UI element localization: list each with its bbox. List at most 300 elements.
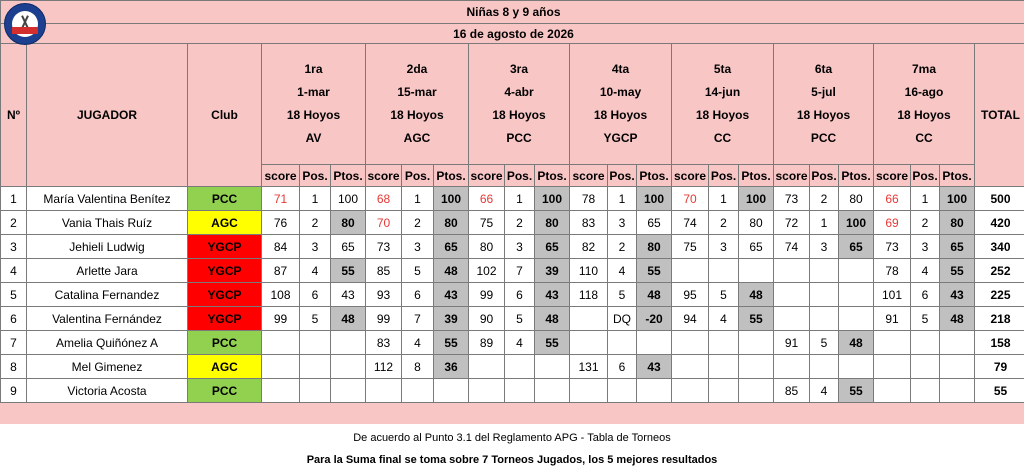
score-cell: 112: [366, 355, 402, 379]
score-cell: 99: [262, 307, 300, 331]
points-cell: [940, 331, 975, 355]
position-cell: 2: [505, 211, 535, 235]
position-cell: 1: [402, 187, 434, 211]
player-name: Jehieli Ludwig: [27, 235, 188, 259]
points-cell: [331, 355, 366, 379]
points-cell: [940, 379, 975, 403]
player-name: Victoria Acosta: [27, 379, 188, 403]
score-cell: [262, 331, 300, 355]
position-cell: 5: [505, 307, 535, 331]
tournament-holes: 18 Hoyos: [390, 108, 444, 122]
points-cell: 55: [940, 259, 975, 283]
score-cell: 71: [262, 187, 300, 211]
total-points: 252: [975, 259, 1024, 283]
position-cell: 3: [911, 235, 940, 259]
row-number: 4: [1, 259, 27, 283]
tournament-date: 10-may: [599, 85, 642, 99]
col-pos-header: Pos.: [505, 165, 535, 187]
position-cell: [810, 355, 839, 379]
points-cell: 65: [434, 235, 469, 259]
tournament-venue: AGC: [403, 131, 431, 145]
points-cell: [331, 331, 366, 355]
position-cell: 1: [810, 211, 839, 235]
table-row: [1, 331, 1024, 355]
score-cell: 83: [570, 211, 608, 235]
score-cell: 70: [672, 187, 709, 211]
position-cell: 5: [911, 307, 940, 331]
position-cell: [300, 379, 331, 403]
score-cell: [774, 283, 810, 307]
col-pts-header: Ptos.: [434, 165, 469, 187]
points-cell: 100: [434, 187, 469, 211]
tournament-venue: PCC: [506, 131, 532, 145]
tournament-date: 1-mar: [297, 85, 330, 99]
total-points: 158: [975, 331, 1024, 355]
points-cell: 65: [637, 211, 672, 235]
tournament-header: [874, 44, 975, 165]
table-row: [1, 307, 1024, 331]
tournament-holes: 18 Hoyos: [593, 108, 648, 122]
position-cell: [608, 379, 637, 403]
row-number: 2: [1, 211, 27, 235]
points-cell: [839, 307, 874, 331]
points-cell: 55: [839, 379, 874, 403]
score-cell: [672, 331, 709, 355]
club-badge: PCC: [188, 379, 262, 403]
tournament-venue: CC: [915, 131, 933, 145]
total-points: 340: [975, 235, 1024, 259]
score-cell: [262, 355, 300, 379]
position-cell: 1: [911, 187, 940, 211]
points-cell: 48: [434, 259, 469, 283]
position-cell: 1: [300, 187, 331, 211]
tournament-name: 2da: [406, 62, 428, 76]
total-points: 218: [975, 307, 1024, 331]
col-pos-header: Pos.: [709, 165, 739, 187]
col-pts-header: Ptos.: [535, 165, 570, 187]
position-cell: [300, 355, 331, 379]
position-cell: [911, 331, 940, 355]
score-cell: 73: [774, 187, 810, 211]
position-cell: 4: [402, 331, 434, 355]
tournament-date: 5-jul: [811, 85, 836, 99]
tournament-holes: 18 Hoyos: [286, 108, 341, 122]
row-number: 9: [1, 379, 27, 403]
position-cell: [505, 355, 535, 379]
score-cell: 110: [570, 259, 608, 283]
position-cell: 2: [911, 211, 940, 235]
score-cell: [874, 379, 911, 403]
table-row: [1, 235, 1024, 259]
score-cell: 91: [774, 331, 810, 355]
col-total-header: TOTAL: [975, 44, 1024, 187]
table-row: [1, 259, 1024, 283]
club-badge: AGC: [188, 211, 262, 235]
points-cell: 43: [637, 355, 672, 379]
score-cell: 99: [469, 283, 505, 307]
position-cell: [608, 331, 637, 355]
tournament-header: [366, 44, 469, 165]
points-cell: 80: [739, 211, 774, 235]
score-cell: 90: [469, 307, 505, 331]
position-cell: 7: [402, 307, 434, 331]
position-cell: [505, 379, 535, 403]
points-cell: 65: [535, 235, 570, 259]
tournament-name: 5ta: [713, 62, 732, 76]
col-pts-header: Ptos.: [637, 165, 672, 187]
points-cell: [434, 379, 469, 403]
row-number: 7: [1, 331, 27, 355]
score-cell: [366, 379, 402, 403]
points-cell: [739, 355, 774, 379]
points-cell: 100: [839, 211, 874, 235]
score-cell: 83: [366, 331, 402, 355]
score-cell: 73: [366, 235, 402, 259]
position-cell: [300, 331, 331, 355]
score-cell: 99: [366, 307, 402, 331]
player-name: Arlette Jara: [27, 259, 188, 283]
points-cell: 48: [739, 283, 774, 307]
position-cell: 5: [300, 307, 331, 331]
position-cell: [709, 259, 739, 283]
points-cell: 39: [535, 259, 570, 283]
club-badge: YGCP: [188, 235, 262, 259]
points-cell: 43: [535, 283, 570, 307]
points-cell: 65: [331, 235, 366, 259]
points-cell: [739, 259, 774, 283]
row-number: 1: [1, 187, 27, 211]
position-cell: 1: [505, 187, 535, 211]
col-score-header: score: [366, 165, 402, 187]
score-cell: 75: [672, 235, 709, 259]
club-badge: PCC: [188, 331, 262, 355]
position-cell: 2: [402, 211, 434, 235]
row-number: 6: [1, 307, 27, 331]
position-cell: [402, 379, 434, 403]
score-cell: 73: [874, 235, 911, 259]
points-cell: 43: [940, 283, 975, 307]
points-cell: [839, 283, 874, 307]
position-cell: 3: [709, 235, 739, 259]
position-cell: 5: [709, 283, 739, 307]
points-cell: 80: [637, 235, 672, 259]
position-cell: [810, 283, 839, 307]
col-score-header: score: [874, 165, 911, 187]
tournament-name: 4ta: [611, 62, 630, 76]
score-cell: 72: [774, 211, 810, 235]
score-cell: 108: [262, 283, 300, 307]
score-cell: 74: [672, 211, 709, 235]
col-pts-header: Ptos.: [331, 165, 366, 187]
player-name: Catalina Fernandez: [27, 283, 188, 307]
position-cell: 3: [402, 235, 434, 259]
player-name: Vania Thais Ruíz: [27, 211, 188, 235]
points-cell: [940, 355, 975, 379]
club-badge: YGCP: [188, 283, 262, 307]
score-cell: [570, 379, 608, 403]
points-cell: 55: [331, 259, 366, 283]
score-cell: [469, 379, 505, 403]
points-cell: [637, 331, 672, 355]
points-cell: -20: [637, 307, 672, 331]
col-club-header: Club: [188, 44, 262, 187]
position-cell: 3: [810, 235, 839, 259]
table-row: [1, 187, 1024, 211]
score-cell: [570, 331, 608, 355]
points-cell: 80: [940, 211, 975, 235]
player-name: Mel Gimenez: [27, 355, 188, 379]
position-cell: [709, 379, 739, 403]
score-cell: 82: [570, 235, 608, 259]
score-cell: 78: [874, 259, 911, 283]
position-cell: 6: [911, 283, 940, 307]
position-cell: 3: [300, 235, 331, 259]
position-cell: 6: [608, 355, 637, 379]
score-cell: 94: [672, 307, 709, 331]
tournament-name: 3ra: [509, 62, 529, 76]
points-cell: 48: [535, 307, 570, 331]
tournament-venue: YGCP: [603, 131, 638, 145]
points-cell: 65: [739, 235, 774, 259]
federation-logo: [4, 3, 46, 45]
points-cell: [739, 379, 774, 403]
position-cell: 4: [810, 379, 839, 403]
row-number: 3: [1, 235, 27, 259]
score-cell: [672, 259, 709, 283]
tournament-header: [262, 44, 366, 165]
score-cell: 66: [874, 187, 911, 211]
score-cell: 102: [469, 259, 505, 283]
tournament-venue: AV: [305, 131, 322, 145]
player-name: María Valentina Benítez: [27, 187, 188, 211]
position-cell: 7: [505, 259, 535, 283]
tournament-date: 16-ago: [904, 85, 944, 99]
col-pos-header: Pos.: [911, 165, 940, 187]
points-cell: 48: [839, 331, 874, 355]
position-cell: [810, 307, 839, 331]
position-cell: 3: [608, 211, 637, 235]
score-cell: 69: [874, 211, 911, 235]
position-cell: 3: [505, 235, 535, 259]
score-cell: 66: [469, 187, 505, 211]
tournament-name: 7ma: [911, 62, 937, 76]
score-cell: 75: [469, 211, 505, 235]
position-cell: 1: [608, 187, 637, 211]
points-cell: 55: [739, 307, 774, 331]
score-cell: [874, 355, 911, 379]
position-cell: [911, 379, 940, 403]
tournament-holes: 18 Hoyos: [796, 108, 851, 122]
score-cell: 76: [262, 211, 300, 235]
position-cell: 5: [810, 331, 839, 355]
score-cell: 78: [570, 187, 608, 211]
tournament-holes: 18 Hoyos: [695, 108, 750, 122]
tournament-header: [774, 44, 874, 165]
col-pts-header: Ptos.: [839, 165, 874, 187]
points-cell: [535, 355, 570, 379]
points-cell: 55: [535, 331, 570, 355]
position-cell: [709, 355, 739, 379]
points-cell: 100: [535, 187, 570, 211]
club-badge: PCC: [188, 187, 262, 211]
score-cell: 80: [469, 235, 505, 259]
points-cell: 80: [839, 187, 874, 211]
score-cell: [570, 307, 608, 331]
tournament-venue: CC: [713, 131, 732, 145]
points-cell: 65: [839, 235, 874, 259]
total-points: 79: [975, 355, 1024, 379]
page-title: Niñas 8 y 9 años: [1, 1, 1024, 24]
score-cell: 74: [774, 235, 810, 259]
regulation-note: De acuerdo al Punto 3.1 del Reglamento APG - Tabla de Torneos: [353, 432, 671, 444]
position-cell: 2: [608, 235, 637, 259]
score-cell: 118: [570, 283, 608, 307]
position-cell: 6: [402, 283, 434, 307]
table-row: [1, 211, 1024, 235]
position-cell: [709, 331, 739, 355]
row-number: 8: [1, 355, 27, 379]
score-cell: 95: [672, 283, 709, 307]
position-cell: DQ: [608, 307, 637, 331]
col-score-header: score: [672, 165, 709, 187]
score-cell: 87: [262, 259, 300, 283]
col-score-header: score: [469, 165, 505, 187]
tournament-date: 4-abr: [504, 85, 534, 99]
table-row: [1, 283, 1024, 307]
tournament-header: [570, 44, 672, 165]
page-date: 16 de agosto de 2026: [1, 24, 1024, 44]
points-cell: 65: [940, 235, 975, 259]
points-cell: [637, 379, 672, 403]
position-cell: 4: [300, 259, 331, 283]
points-cell: 48: [637, 283, 672, 307]
table-row: [1, 355, 1024, 379]
player-name: Valentina Fernández: [27, 307, 188, 331]
col-score-header: score: [570, 165, 608, 187]
tournament-header: [469, 44, 570, 165]
position-cell: 4: [608, 259, 637, 283]
row-number: 5: [1, 283, 27, 307]
score-cell: [774, 259, 810, 283]
col-score-header: score: [262, 165, 300, 187]
position-cell: 4: [709, 307, 739, 331]
position-cell: 4: [505, 331, 535, 355]
score-cell: 131: [570, 355, 608, 379]
col-player-header: JUGADOR: [27, 44, 188, 187]
tournament-venue: PCC: [810, 131, 837, 145]
position-cell: [810, 259, 839, 283]
points-cell: 100: [940, 187, 975, 211]
empty-row: [1, 403, 1024, 427]
scoring-note: Para la Suma final se toma sobre 7 Torneos Jugados, los 5 mejores resultados: [306, 454, 718, 466]
club-badge: AGC: [188, 355, 262, 379]
position-cell: [911, 355, 940, 379]
score-cell: [874, 331, 911, 355]
points-cell: 48: [940, 307, 975, 331]
score-cell: [774, 355, 810, 379]
position-cell: 2: [300, 211, 331, 235]
position-cell: 2: [709, 211, 739, 235]
tournament-holes: 18 Hoyos: [492, 108, 546, 122]
points-cell: [839, 259, 874, 283]
score-cell: [262, 379, 300, 403]
tournament-name: 6ta: [814, 62, 833, 76]
score-cell: 70: [366, 211, 402, 235]
points-cell: 39: [434, 307, 469, 331]
tournament-header: [672, 44, 774, 165]
club-badge: YGCP: [188, 307, 262, 331]
position-cell: 2: [810, 187, 839, 211]
points-cell: 55: [637, 259, 672, 283]
position-cell: 1: [709, 187, 739, 211]
points-cell: 36: [434, 355, 469, 379]
col-pos-header: Pos.: [608, 165, 637, 187]
points-cell: [839, 355, 874, 379]
score-cell: 85: [774, 379, 810, 403]
score-cell: 84: [262, 235, 300, 259]
club-badge: YGCP: [188, 259, 262, 283]
position-cell: 8: [402, 355, 434, 379]
table-row: [1, 379, 1024, 403]
score-cell: 101: [874, 283, 911, 307]
total-points: 55: [975, 379, 1024, 403]
points-cell: 55: [434, 331, 469, 355]
score-cell: 68: [366, 187, 402, 211]
col-number-header: Nº: [1, 44, 27, 187]
total-points: 420: [975, 211, 1024, 235]
points-cell: 80: [434, 211, 469, 235]
score-cell: 85: [366, 259, 402, 283]
score-cell: [672, 355, 709, 379]
points-cell: 100: [331, 187, 366, 211]
tournament-holes: 18 Hoyos: [897, 108, 951, 122]
col-pos-header: Pos.: [810, 165, 839, 187]
points-cell: 43: [331, 283, 366, 307]
points-cell: 80: [331, 211, 366, 235]
col-pts-header: Ptos.: [940, 165, 975, 187]
col-pos-header: Pos.: [402, 165, 434, 187]
score-cell: 93: [366, 283, 402, 307]
points-cell: 100: [637, 187, 672, 211]
position-cell: 5: [402, 259, 434, 283]
score-cell: 89: [469, 331, 505, 355]
total-points: 500: [975, 187, 1024, 211]
points-cell: 100: [739, 187, 774, 211]
points-cell: [739, 331, 774, 355]
player-name: Amelia Quiñónez A: [27, 331, 188, 355]
position-cell: 5: [608, 283, 637, 307]
tournament-date: 14-jun: [704, 85, 741, 99]
tournament-name: 1ra: [304, 62, 323, 76]
tournament-date: 15-mar: [397, 85, 437, 99]
col-pts-header: Ptos.: [739, 165, 774, 187]
position-cell: 6: [300, 283, 331, 307]
score-cell: [469, 355, 505, 379]
position-cell: 6: [505, 283, 535, 307]
col-pos-header: Pos.: [300, 165, 331, 187]
position-cell: 4: [911, 259, 940, 283]
points-cell: 80: [535, 211, 570, 235]
points-cell: 48: [331, 307, 366, 331]
score-cell: [672, 379, 709, 403]
col-score-header: score: [774, 165, 810, 187]
points-cell: [535, 379, 570, 403]
total-points: 225: [975, 283, 1024, 307]
score-cell: [774, 307, 810, 331]
points-cell: [331, 379, 366, 403]
score-cell: 91: [874, 307, 911, 331]
points-cell: 43: [434, 283, 469, 307]
